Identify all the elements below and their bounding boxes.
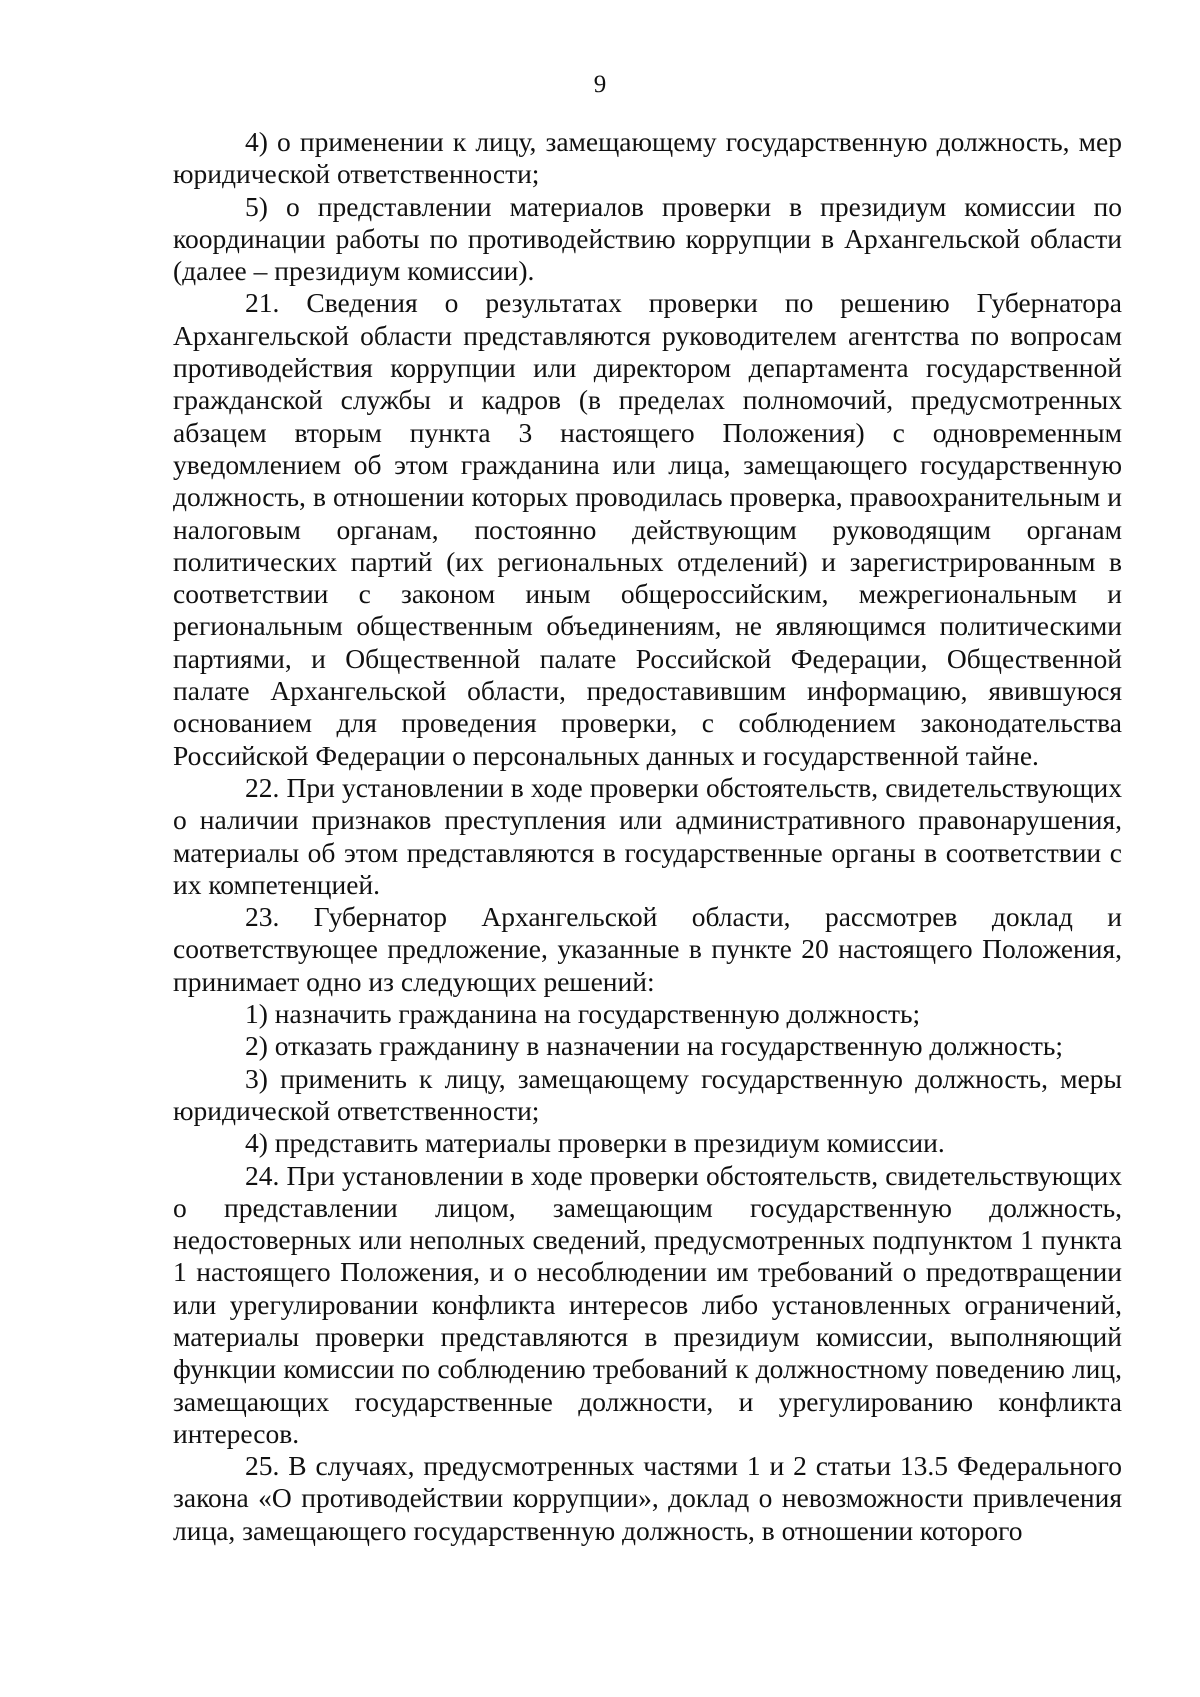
paragraph-23-item-2: 2) отказать гражданину в назначении на государственную должность; [245, 1030, 1064, 1062]
paragraph-21: 21. Сведения о результатах проверки по решению Губернатора Архангельской области представляются руководителем агентства по вопросам противодействия коррупции или директором департамента государственной гражданской службы и кадров (в пределах полномочий, предусмотренных абзацем вторым пункта 3 настоящего Положения) с одновременным уведомлением об этом гражданина или лица, замещающего государственную должность, в отношении которых проводилась проверка, правоохранительным и налоговым органам, постоянно действующим руководящим органам политических партий (их региональных отделений) и зарегистрированным в соответствии с законом иным общероссийским, межрегиональным и региональным общественным объединениям, не являющимся политическими партиями, и Общественной палате Российской Федерации, Общественной палате Архангельской области, предоставившим информацию, явившуюся основанием для проведения проверки, с соблюдением законодательства Российской Федерации о персональных данных и государственной тайне. [173, 287, 1122, 771]
paragraph-24: 24. При установлении в ходе проверки обстоятельств, свидетельствующих о представлении лицом, замещающим государственную должность, недостоверных или неполных сведений, предусмотренных подпунктом 1 пункта 1 настоящего Положения, и о несоблюдении им требований о предотвращении или урегулировании конфликта интересов либо установленных ограничений, материалы проверки представляются в президиум комиссии, выполняющий функции комиссии по соблюдению требований к должностному поведению лиц, замещающих государственные должности, и урегулированию конфликта интересов. [173, 1159, 1122, 1449]
paragraph-23-item-3: 3) применить к лицу, замещающему государственную должность, меры юридической ответственности; [173, 1062, 1122, 1126]
document-body [173, 126, 1122, 1547]
paragraph-4-measures: 4) о применении к лицу, замещающему государственную должность, мер юридической ответственности; [173, 126, 1122, 190]
paragraph-22: 22. При установлении в ходе проверки обстоятельств, свидетельствующих о наличии признаков преступления или административного правонарушения, материалы об этом представляются в государственные органы в соответствии с их компетенцией. [173, 771, 1122, 900]
paragraph-23-item-4: 4) представить материалы проверки в президиум комиссии. [245, 1127, 945, 1159]
page-number: 9 [593, 71, 607, 98]
paragraph-23: 23. Губернатор Архангельской области, рассмотрев доклад и соответствующее предложение, указанные в пункте 20 настоящего Положения, принимает одно из следующих решений: [173, 901, 1122, 997]
paragraph-23-item-1: 1) назначить гражданина на государственную должность; [245, 998, 921, 1030]
paragraph-25: 25. В случаях, предусмотренных частями 1 и 2 статьи 13.5 Федерального закона «О противодействии коррупции», доклад о невозможности привлечения лица, замещающего государственную должность, в отношении которого [173, 1450, 1122, 1546]
paragraph-5-presidium: 5) о представлении материалов проверки в президиум комиссии по координации работы по противодействию коррупции в Архангельской области (далее – президиум комиссии). [173, 190, 1122, 287]
